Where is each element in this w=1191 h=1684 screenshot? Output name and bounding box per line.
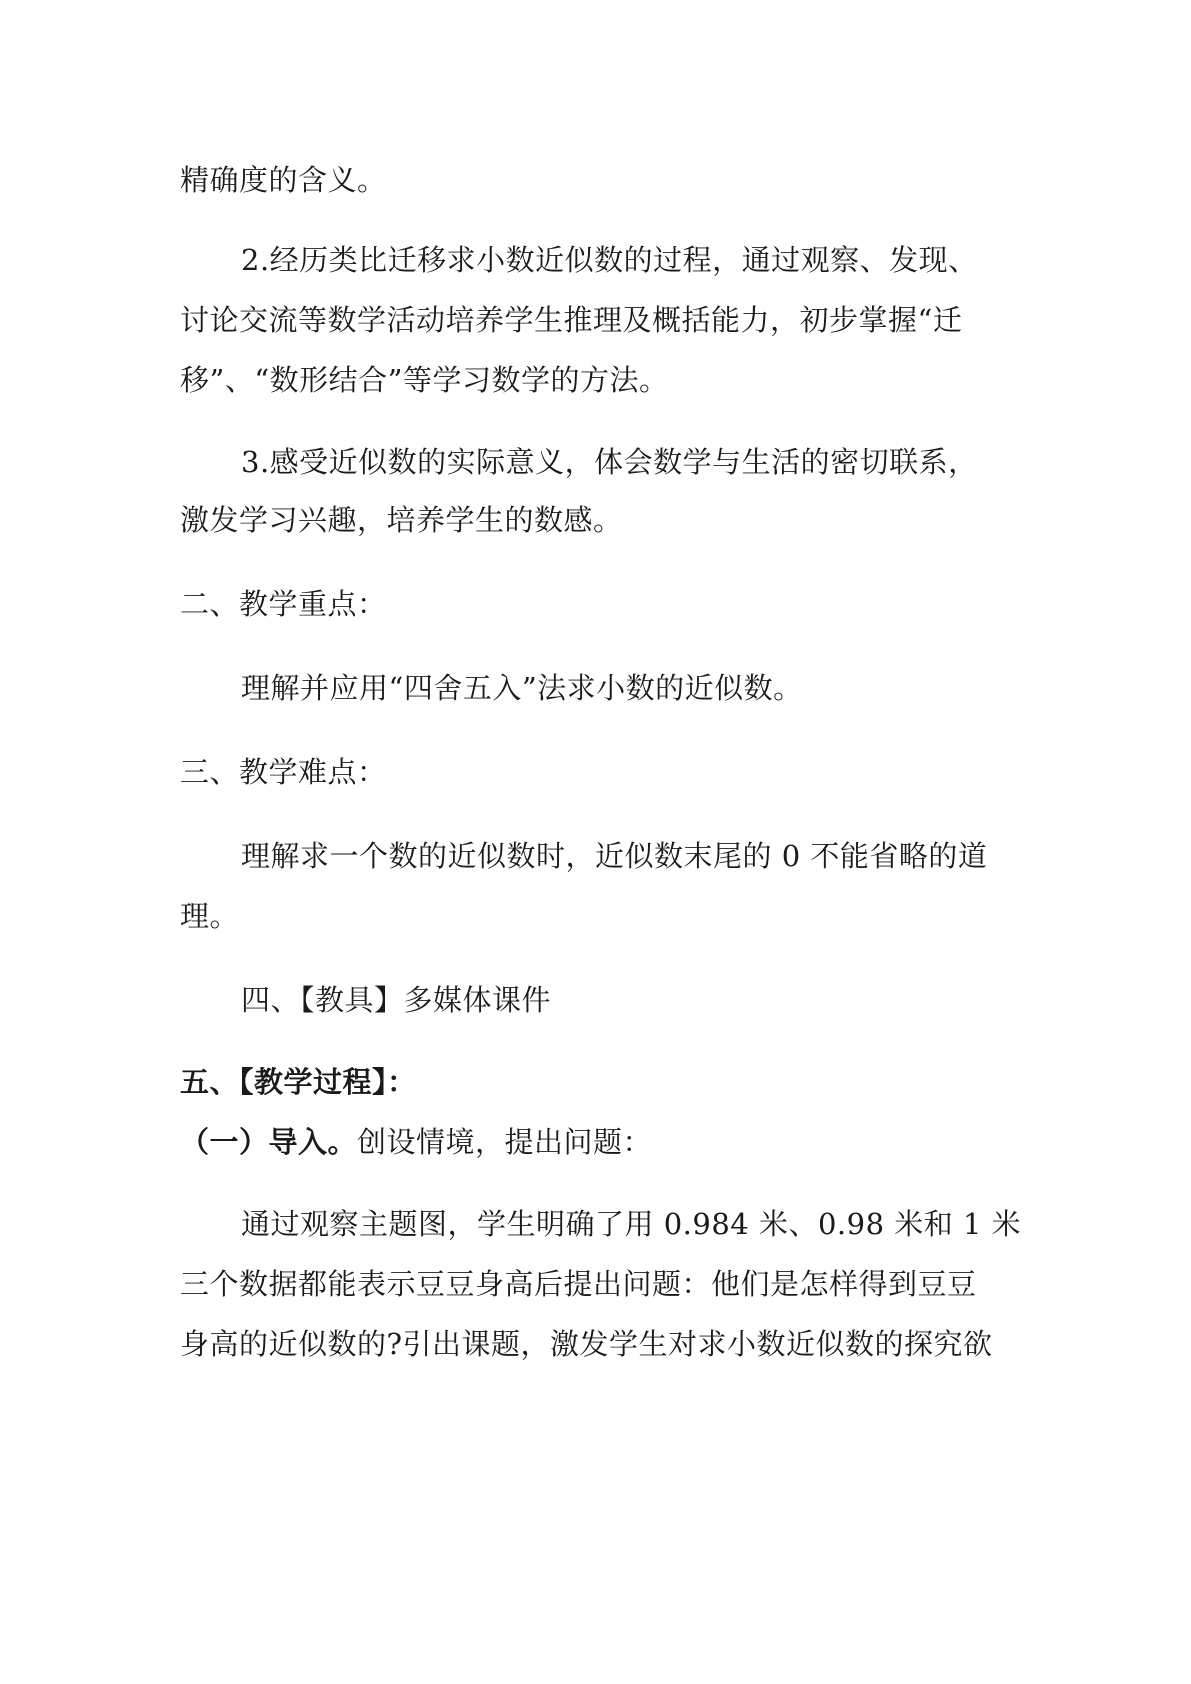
difficulties-line-1: 理解求一个数的近似数时，近似数末尾的 0 不能省略的道 [241, 839, 988, 873]
subheading-intro [180, 1122, 1020, 1162]
objective-3-line-2: 激发学习兴趣，培养学生的数感。 [180, 503, 623, 537]
paragraph-line: 精确度的含义。 [180, 163, 387, 197]
objective-2-line-1: 2.经历类比迁移求小数近似数的过程，通过观察、发现、 [241, 243, 978, 277]
intro-label: （一）导入。 [180, 1125, 358, 1159]
heading-difficulties: 三、教学难点： [180, 755, 387, 789]
key-points-text: 理解并应用“四舍五入”法求小数的近似数。 [241, 671, 803, 705]
intro-paragraph-line-1: 通过观察主题图，学生明确了用 0.984 米、0.98 米和 1 米 [241, 1207, 1022, 1241]
heading-key-points: 二、教学重点： [180, 587, 387, 621]
intro-paragraph-line-3: 身高的近似数的?引出课题，激发学生对求小数近似数的探究欲 [180, 1327, 993, 1361]
objective-2-line-2: 讨论交流等数学活动培养学生推理及概括能力，初步掌握“迁 [180, 303, 963, 337]
teaching-tools-line: 四、【教具】多媒体课件 [241, 983, 552, 1017]
heading-teaching-process: 五、【教学过程】： [180, 1065, 417, 1099]
objective-3-line-1: 3.感受近似数的实际意义，体会数学与生活的密切联系， [241, 445, 978, 479]
intro-title: 创设情境，提出问题： [357, 1125, 653, 1159]
objective-2-line-3: 移”、“数形结合”等学习数学的方法。 [180, 363, 669, 397]
difficulties-line-2: 理。 [180, 899, 240, 933]
intro-paragraph-line-2: 三个数据都能表示豆豆身高后提出问题：他们是怎样得到豆豆 [180, 1267, 977, 1301]
